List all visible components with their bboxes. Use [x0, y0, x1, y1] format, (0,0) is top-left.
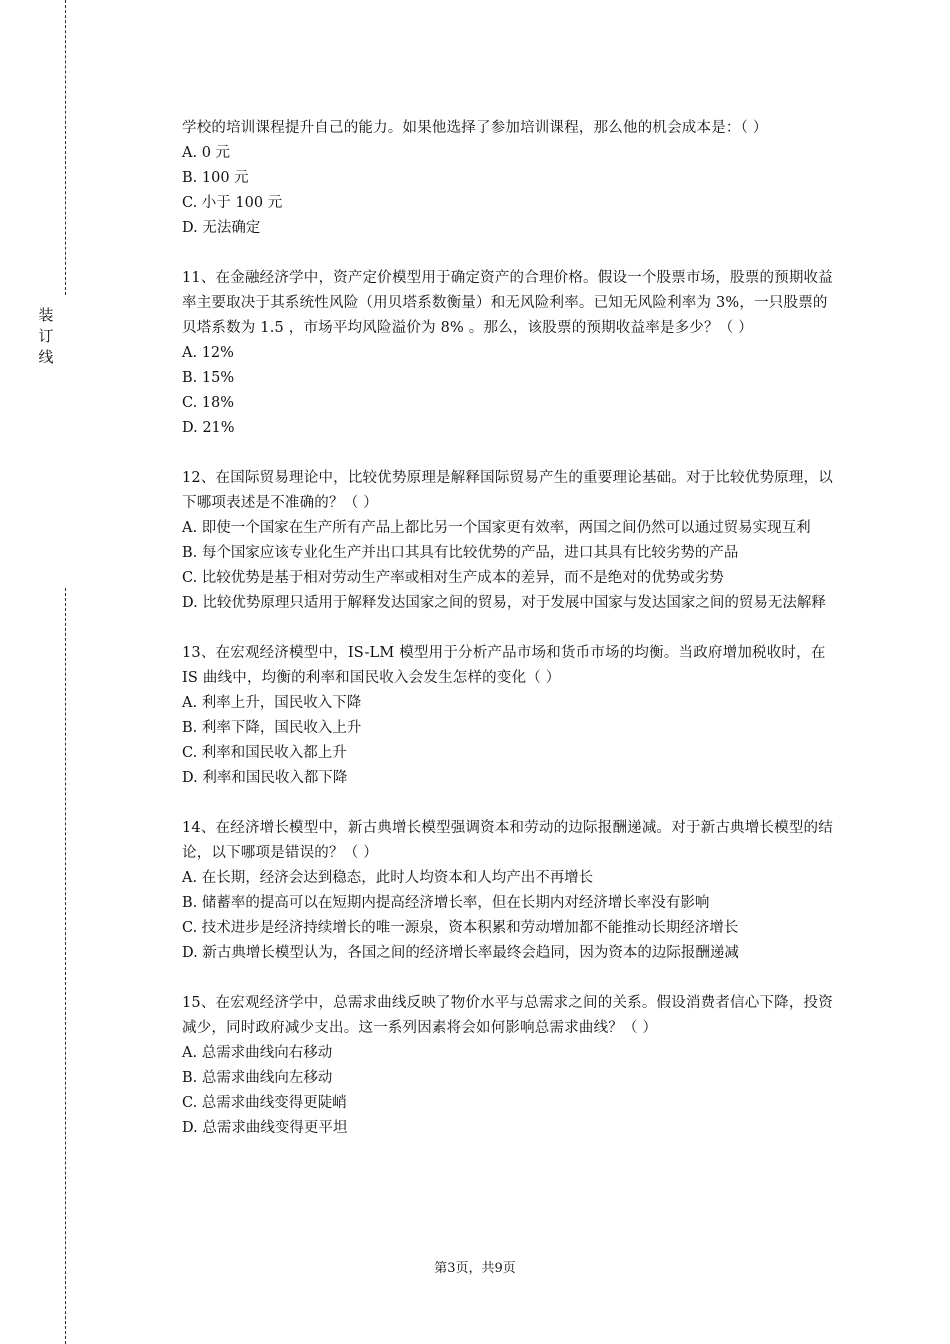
question-12	[182, 466, 836, 616]
page-number: 第3页，共9页	[434, 1261, 516, 1276]
option-b[interactable]: B. 储蓄率的提高可以在短期内提高经济增长率，但在长期内对经济增长率没有影响	[182, 895, 710, 911]
binding-char: 线	[38, 348, 54, 366]
question-text: 15、在宏观经济学中，总需求曲线反映了物价水平与总需求之间的关系。假设消费者信心下降，投资减少，同时政府减少支出。这一系列因素将会如何影响总需求曲线？（ ）	[182, 995, 833, 1036]
question-14	[182, 816, 836, 966]
option-c[interactable]: C. 比较优势是基于相对劳动生产率或相对生产成本的差异，而不是绝对的优势或劣势	[182, 570, 724, 586]
option-d[interactable]: D. 21%	[182, 420, 235, 436]
option-a[interactable]: A. 即使一个国家在生产所有产品上都比另一个国家更有效率，两国之间仍然可以通过贸易实现互利	[182, 520, 811, 536]
question-13	[182, 641, 836, 791]
question-11	[182, 266, 836, 441]
option-b[interactable]: B. 利率下降，国民收入上升	[182, 720, 362, 736]
option-c[interactable]: C. 技术进步是经济持续增长的唯一源泉，资本积累和劳动增加都不能推动长期经济增长	[182, 920, 739, 936]
option-d[interactable]: D. 利率和国民收入都下降	[182, 770, 348, 786]
option-d[interactable]: D. 新古典增长模型认为，各国之间的经济增长率最终会趋同，因为资本的边际报酬递减	[182, 945, 739, 961]
binding-line-bottom	[65, 588, 66, 1344]
binding-char: 订	[38, 327, 54, 345]
question-text: 12、在国际贸易理论中，比较优势原理是解释国际贸易产生的重要理论基础。对于比较优势原理，以下哪项表述是不准确的？（ ）	[182, 470, 833, 511]
option-a[interactable]: A. 利率上升，国民收入下降	[182, 695, 362, 711]
option-d[interactable]: D. 无法确定	[182, 220, 261, 236]
option-d[interactable]: D. 总需求曲线变得更平坦	[182, 1120, 348, 1136]
option-a[interactable]: A. 0 元	[182, 145, 231, 161]
option-b[interactable]: B. 15%	[182, 370, 235, 386]
option-a[interactable]: A. 总需求曲线向右移动	[182, 1045, 333, 1061]
question-text: 11、在金融经济学中，资产定价模型用于确定资产的合理价格。假设一个股票市场，股票的预期收益率主要取决于其系统性风险（用贝塔系数衡量）和无风险利率。已知无风险利率为 3%，一只股票的贝塔系数为 1.5 ，市场平均风险溢价为 8% 。那么，该股票的预期收益率是多少？（ ）	[182, 270, 833, 336]
question-15	[182, 991, 836, 1141]
question-text: 13、在宏观经济模型中，IS-LM 模型用于分析产品市场和货币市场的均衡。当政府增加税收时，在 IS 曲线中，均衡的利率和国民收入会发生怎样的变化（ ）	[182, 645, 826, 686]
binding-line-top	[65, 0, 66, 295]
option-c[interactable]: C. 18%	[182, 395, 235, 411]
option-c[interactable]: C. 小于 100 元	[182, 195, 283, 211]
question-10-tail	[182, 116, 836, 241]
binding-label	[36, 305, 56, 368]
option-a[interactable]: A. 在长期，经济会达到稳态，此时人均资本和人均产出不再增长	[182, 870, 594, 886]
option-c[interactable]: C. 利率和国民收入都上升	[182, 745, 347, 761]
option-c[interactable]: C. 总需求曲线变得更陡峭	[182, 1095, 347, 1111]
question-text: 学校的培训课程提升自己的能力。如果他选择了参加培训课程，那么他的机会成本是：（ ）	[182, 120, 768, 136]
option-a[interactable]: A. 12%	[182, 345, 234, 361]
option-b[interactable]: B. 总需求曲线向左移动	[182, 1070, 333, 1086]
option-d[interactable]: D. 比较优势原理只适用于解释发达国家之间的贸易，对于发展中国家与发达国家之间的贸易无法解释	[182, 595, 826, 611]
question-content	[182, 116, 836, 1166]
question-text: 14、在经济增长模型中，新古典增长模型强调资本和劳动的边际报酬递减。对于新古典增长模型的结论，以下哪项是错误的？（ ）	[182, 820, 833, 861]
option-b[interactable]: B. 每个国家应该专业化生产并出口其具有比较优势的产品，进口其具有比较劣势的产品	[182, 545, 739, 561]
option-b[interactable]: B. 100 元	[182, 170, 249, 186]
binding-char: 装	[38, 306, 54, 324]
